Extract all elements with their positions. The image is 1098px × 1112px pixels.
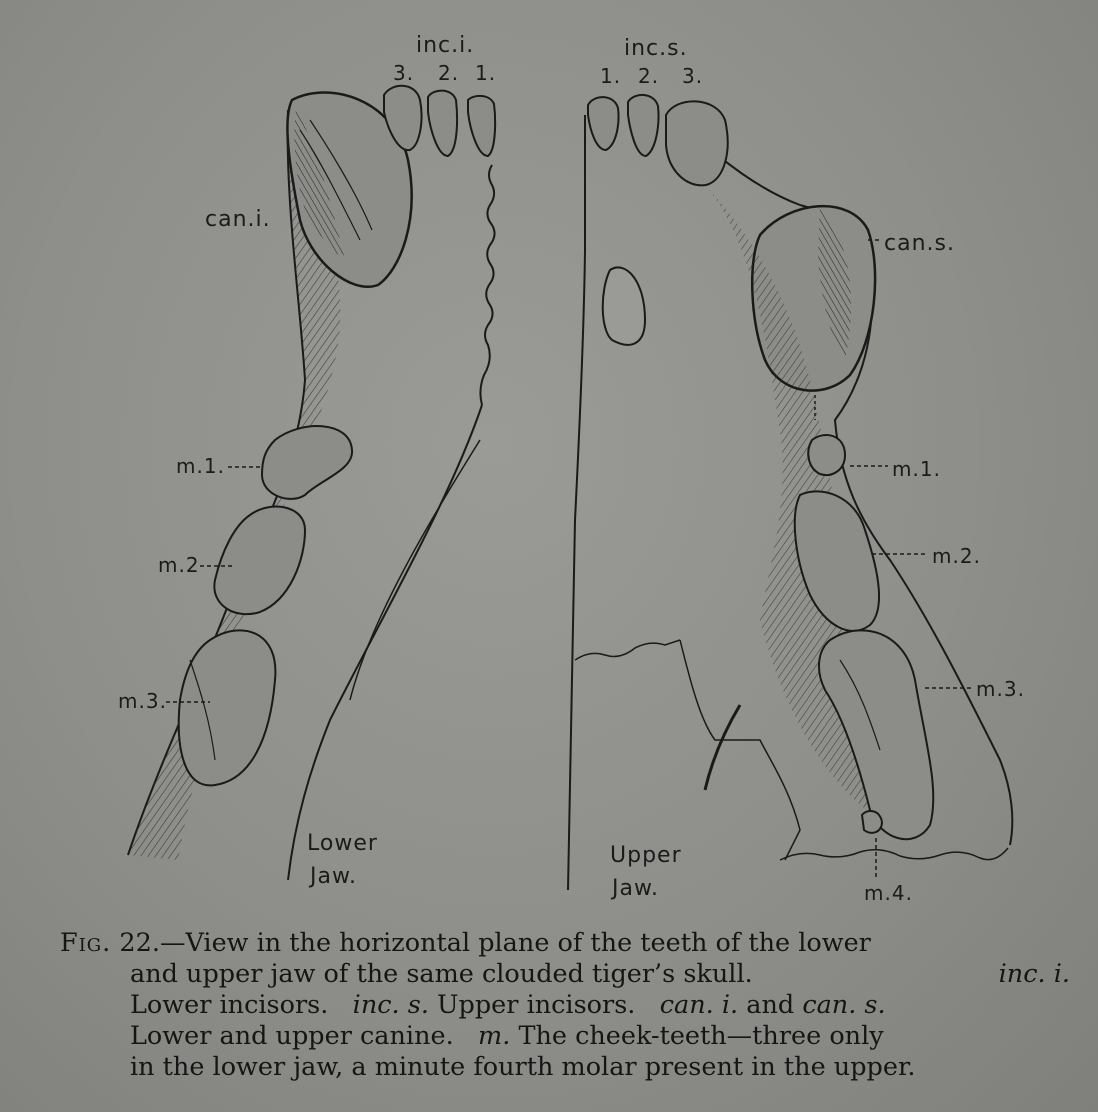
lower-jaw-drawing [128, 86, 495, 880]
figure-caption [60, 928, 1070, 1083]
label-inc-i-3: 3. [393, 61, 415, 85]
label-inc-i-1: 1. [475, 61, 497, 85]
label-inc-i-2: 2. [438, 61, 460, 85]
caption-can-i: can. i. [659, 990, 739, 1020]
label-m3-lower: m.3. [118, 689, 167, 713]
caption-lower-incisors: Lower incisors. [130, 990, 329, 1020]
label-m2-upper: m.2. [932, 544, 981, 568]
label-inc-i: inc.i. [416, 33, 475, 58]
upper-jaw-drawing [568, 95, 1012, 890]
caption-line-5 [60, 1052, 1070, 1083]
label-lower-jaw-1: Lower [307, 831, 378, 856]
caption-can-s: can. s. [802, 990, 886, 1020]
caption-line-1 [60, 928, 1070, 959]
caption-and: and [746, 990, 795, 1020]
caption-m: m. [478, 1021, 511, 1051]
label-m3-upper: m.3. [976, 677, 1025, 701]
caption-line-1-text: —View in the horizontal plane of the teeth of the lower [159, 928, 871, 958]
label-can-s: can.s. [884, 231, 955, 256]
label-m1-lower: m.1. [176, 454, 225, 478]
caption-cheek-teeth: The cheek-teeth—three only [518, 1021, 884, 1051]
caption-inc-i: inc. i. [998, 959, 1070, 989]
caption-fig-number: 22. [119, 928, 160, 958]
label-m4-upper: m.4. [864, 881, 913, 905]
label-inc-s-1: 1. [600, 64, 622, 88]
caption-upper-incisors: Upper incisors. [437, 990, 636, 1020]
caption-line-3 [60, 990, 1070, 1021]
caption-fig-label: Fig. [60, 928, 112, 958]
caption-line-2 [60, 959, 1070, 990]
label-m1-upper: m.1. [892, 457, 941, 481]
caption-inc-s: inc. s. [352, 990, 429, 1020]
label-m2-lower: m.2 [158, 553, 200, 577]
label-upper-jaw-1: Upper [610, 843, 682, 868]
label-inc-s-2: 2. [638, 64, 660, 88]
label-upper-jaw-2: Jaw. [612, 876, 659, 901]
label-lower-jaw-2: Jaw. [310, 864, 357, 889]
label-inc-s: inc.s. [624, 36, 688, 61]
caption-lower-upper-canine: Lower and upper canine. [130, 1021, 454, 1051]
caption-line-2-text: and upper jaw of the same clouded tiger’s skull. [130, 959, 753, 989]
caption-line-5-text: in the lower jaw, a minute fourth molar present in the upper. [130, 1052, 916, 1082]
label-can-i: can.i. [205, 207, 271, 232]
caption-line-4 [60, 1021, 1070, 1052]
label-inc-s-3: 3. [682, 64, 704, 88]
